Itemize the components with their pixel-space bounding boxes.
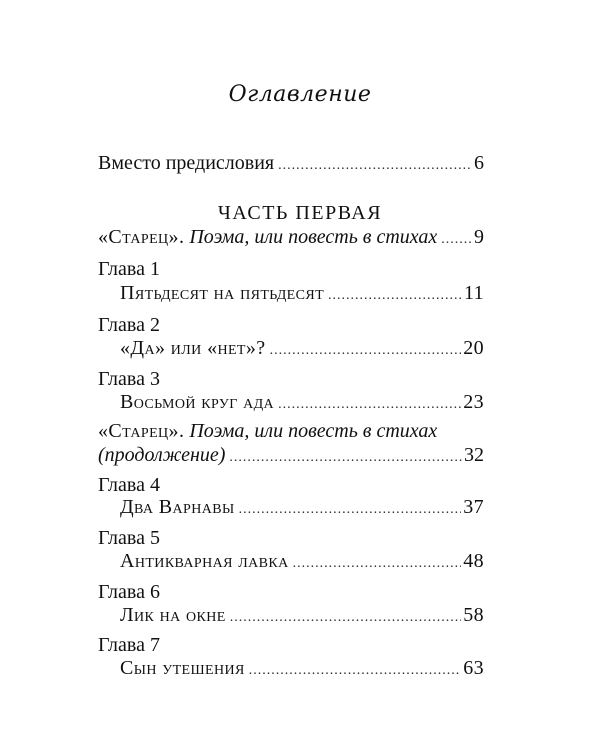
toc-entry-chapter-1[interactable]: [120, 280, 484, 309]
toc-entry-page: 63: [463, 657, 484, 679]
chapter-heading: Глава 2: [98, 314, 160, 336]
toc-entry-label: Пятьдесят на пятьдесят: [120, 282, 325, 304]
poem-subtitle: Поэма, или повесть в стихах: [184, 226, 438, 248]
leader-dots: [239, 497, 462, 523]
toc-entry-poem[interactable]: [98, 224, 484, 253]
toc-entry-page: 23: [463, 391, 484, 413]
toc-entry-page: 37: [463, 496, 484, 518]
toc-entry-chapter-3[interactable]: [120, 389, 484, 418]
toc-entry-label: Восьмой круг ада: [120, 391, 275, 413]
leader-dots: [278, 392, 461, 418]
chapter-heading: Глава 5: [98, 527, 160, 549]
toc-entry-label: Лик на окне: [120, 604, 226, 626]
toc-entry-label: Антикварная лавка: [120, 550, 289, 572]
chapter-heading: Глава 3: [98, 368, 160, 390]
chapter-heading: Глава 1: [98, 258, 160, 280]
leader-dots: [328, 283, 462, 309]
chapter-heading: Глава 7: [98, 634, 160, 656]
toc-entry-label: [98, 224, 437, 250]
leader-dots: [270, 338, 462, 364]
toc-entry-label: Два Варнавы: [120, 496, 235, 518]
toc-entry-chapter-4[interactable]: [120, 494, 484, 523]
toc-entry-poem-continued-title[interactable]: [98, 418, 437, 444]
leader-dots: [441, 227, 472, 253]
toc-entry-page: 9: [474, 226, 484, 248]
poem-title: «Старец».: [98, 420, 185, 442]
table-of-contents-body: [98, 0, 484, 750]
toc-entry-page: 6: [474, 152, 484, 174]
toc-entry-label: Сын утешения: [120, 657, 245, 679]
toc-entry-chapter-7[interactable]: [120, 655, 484, 684]
toc-entry-page: 32: [464, 444, 484, 466]
toc-entry-page: 20: [463, 337, 484, 359]
toc-entry-chapter-5[interactable]: [120, 548, 484, 577]
page-title: Оглавление: [228, 82, 372, 107]
toc-entry-page: 11: [463, 282, 484, 304]
toc-entry-page: 48: [463, 550, 484, 572]
leader-dots: [293, 551, 462, 577]
toc-entry-label: (продолжение): [98, 444, 226, 466]
poem-subtitle: Поэма, или повесть в стихах: [184, 420, 438, 442]
toc-entry-page: 58: [463, 604, 484, 626]
poem-title: «Старец».: [98, 226, 185, 248]
toc-entry-poem-continued[interactable]: [98, 442, 484, 471]
toc-entry-chapter-2[interactable]: [120, 335, 484, 364]
chapter-heading: Глава 6: [98, 581, 160, 603]
leader-dots: [249, 658, 461, 684]
chapter-heading: Глава 4: [98, 474, 160, 496]
leader-dots: [230, 605, 461, 631]
part-heading: ЧАСТЬ ПЕРВАЯ: [217, 202, 383, 224]
toc-entry-chapter-6[interactable]: [120, 602, 484, 631]
leader-dots: [229, 445, 462, 471]
toc-entry-label: Вместо предисловия: [98, 152, 275, 174]
toc-entry-label: «Да» или «нет»?: [120, 337, 266, 359]
